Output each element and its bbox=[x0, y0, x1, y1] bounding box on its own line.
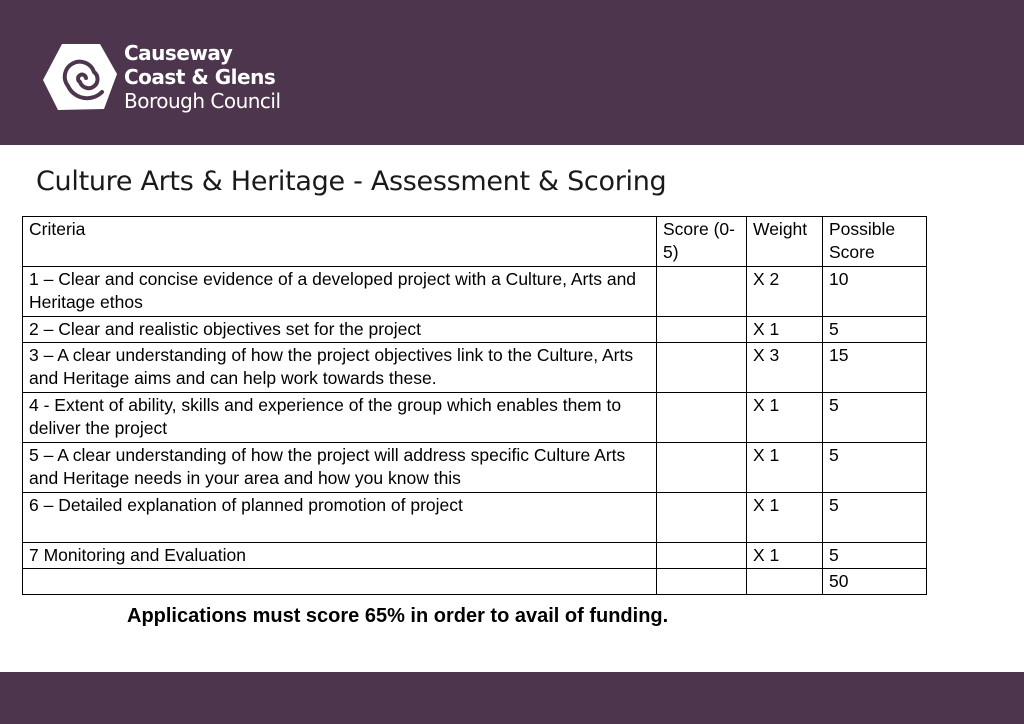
criteria-cell: 3 – A clear understanding of how the project objectives link to the Culture, Arts and Heritage aims and can help work towards these. bbox=[23, 343, 657, 393]
score-cell[interactable] bbox=[657, 343, 747, 393]
table-row bbox=[23, 343, 927, 393]
logo-line-1: Causeway bbox=[124, 41, 233, 65]
column-header-score: Score (0-5) bbox=[657, 217, 747, 267]
weight-cell bbox=[747, 569, 823, 595]
table-total-row bbox=[23, 569, 927, 595]
column-header-possible-score: Possible Score bbox=[823, 217, 927, 267]
funding-threshold-note: Applications must score 65% in order to avail of funding. bbox=[127, 605, 669, 627]
column-header-criteria: Criteria bbox=[23, 217, 657, 267]
criteria-cell: 1 – Clear and concise evidence of a developed project with a Culture, Arts and Heritage ethos bbox=[23, 267, 657, 317]
footer-band bbox=[0, 672, 1024, 724]
possible-score-cell: 15 bbox=[823, 343, 927, 393]
table-header-row bbox=[23, 217, 927, 267]
table-row bbox=[23, 543, 927, 569]
possible-score-cell: 5 bbox=[823, 543, 927, 569]
weight-cell: X 1 bbox=[747, 317, 823, 343]
table-row bbox=[23, 317, 927, 343]
criteria-cell: 2 – Clear and realistic objectives set for the project bbox=[23, 317, 657, 343]
weight-cell: X 1 bbox=[747, 393, 823, 443]
table-row bbox=[23, 267, 927, 317]
possible-score-cell: 10 bbox=[823, 267, 927, 317]
council-logo bbox=[42, 40, 302, 116]
weight-cell: X 3 bbox=[747, 343, 823, 393]
score-cell[interactable] bbox=[657, 443, 747, 493]
page-title: Culture Arts & Heritage - Assessment & Scoring bbox=[36, 166, 667, 197]
table-row bbox=[23, 443, 927, 493]
criteria-cell bbox=[23, 569, 657, 595]
weight-cell: X 1 bbox=[747, 543, 823, 569]
logo-wordmark bbox=[124, 41, 281, 113]
column-header-weight: Weight bbox=[747, 217, 823, 267]
criteria-cell: 7 Monitoring and Evaluation bbox=[23, 543, 657, 569]
possible-score-cell: 5 bbox=[823, 493, 927, 543]
scoring-table bbox=[22, 216, 927, 595]
weight-cell: X 1 bbox=[747, 443, 823, 493]
score-total-cell[interactable] bbox=[657, 569, 747, 595]
possible-score-cell: 5 bbox=[823, 393, 927, 443]
score-cell[interactable] bbox=[657, 493, 747, 543]
logo-line-3: Borough Council bbox=[124, 89, 281, 113]
score-cell[interactable] bbox=[657, 317, 747, 343]
score-cell[interactable] bbox=[657, 267, 747, 317]
possible-score-total-cell: 50 bbox=[823, 569, 927, 595]
table-row bbox=[23, 393, 927, 443]
spiral-hexagon-icon bbox=[42, 42, 118, 112]
score-cell[interactable] bbox=[657, 393, 747, 443]
table-row bbox=[23, 493, 927, 543]
score-cell[interactable] bbox=[657, 543, 747, 569]
criteria-cell: 6 – Detailed explanation of planned promotion of project bbox=[23, 493, 657, 543]
weight-cell: X 2 bbox=[747, 267, 823, 317]
weight-cell: X 1 bbox=[747, 493, 823, 543]
logo-line-2: Coast & Glens bbox=[124, 65, 276, 89]
criteria-cell: 5 – A clear understanding of how the project will address specific Culture Arts and Heritage needs in your area and how you know this bbox=[23, 443, 657, 493]
possible-score-cell: 5 bbox=[823, 317, 927, 343]
possible-score-cell: 5 bbox=[823, 443, 927, 493]
criteria-cell: 4 - Extent of ability, skills and experience of the group which enables them to deliver the project bbox=[23, 393, 657, 443]
